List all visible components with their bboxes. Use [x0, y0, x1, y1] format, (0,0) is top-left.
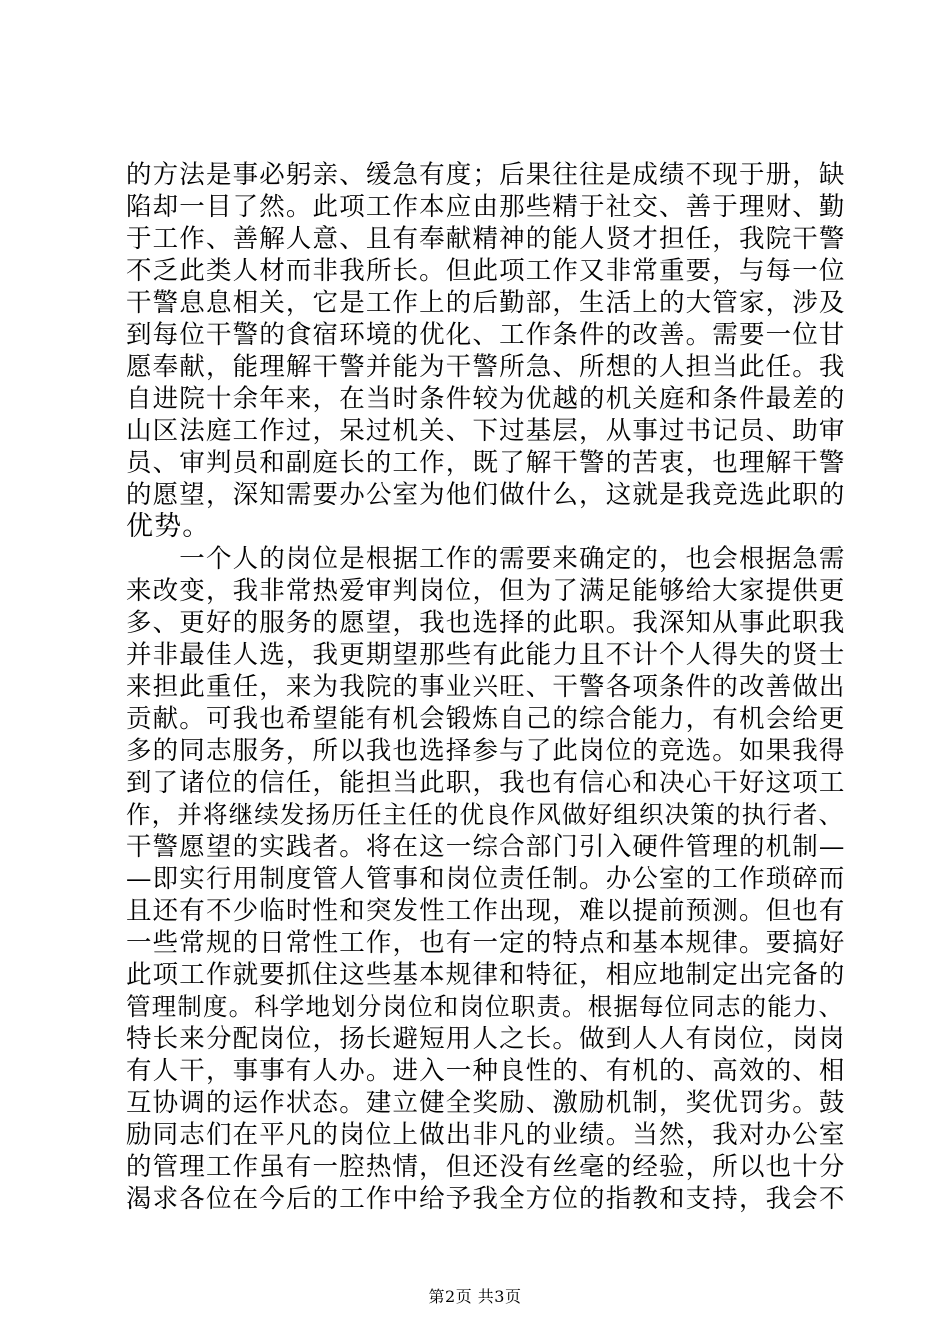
- text-line: 到了诸位的信任，能担当此职，我也有信心和决心干好这项工: [126, 768, 846, 798]
- text-line: 干警愿望的实践者。将在这一综合部门引入硬件管理的机制—: [126, 832, 846, 862]
- text-line: 干警息息相关，它是工作上的后勤部，生活上的大管家，涉及: [126, 288, 846, 318]
- text-line: 员、审判员和副庭长的工作，既了解干警的苦衷，也理解干警: [126, 448, 846, 478]
- text-line: 不乏此类人材而非我所长。但此项工作又非常重要，与每一位: [126, 256, 846, 286]
- page-number-footer: 第2页 共3页: [428, 1287, 522, 1306]
- text-line: 的方法是事必躬亲、缓急有度；后果往往是成绩不现于册，缺: [126, 160, 846, 190]
- text-line: 自进院十余年来，在当时条件较为优越的机关庭和条件最差的: [126, 384, 846, 414]
- text-line: 作，并将继续发扬历任主任的优良作风做好组织决策的执行者、: [126, 800, 845, 829]
- text-line: 愿奉献，能理解干警并能为干警所急、所想的人担当此任。我: [126, 352, 846, 382]
- text-line: 陷却一目了然。此项工作本应由那些精于社交、善于理财、勤: [126, 192, 846, 222]
- text-line: 渴求各位在今后的工作中给予我全方位的指教和支持，我会不: [126, 1184, 846, 1214]
- text-line: 并非最佳人选，我更期望那些有此能力且不计个人得失的贤士: [126, 640, 846, 670]
- text-line: 多、更好的服务的愿望，我也选择的此职。我深知从事此职我: [126, 608, 846, 638]
- text-line: 的管理工作虽有一腔热情，但还没有丝毫的经验，所以也十分: [126, 1152, 846, 1182]
- text-line: 此项工作就要抓住这些基本规律和特征，相应地制定出完备的: [126, 960, 846, 990]
- text-line: 互协调的运作状态。建立健全奖励、激励机制，奖优罚劣。鼓: [126, 1088, 846, 1118]
- text-line: 来改变，我非常热爱审判岗位，但为了满足能够给大家提供更: [126, 576, 846, 606]
- text-line: 来担此重任，来为我院的事业兴旺、干警各项条件的改善做出: [126, 672, 846, 702]
- text-line: 管理制度。科学地划分岗位和岗位职责。根据每位同志的能力、: [126, 992, 845, 1021]
- text-line: 优势。: [126, 511, 211, 542]
- text-line: 多的同志服务，所以我也选择参与了此岗位的竞选。如果我得: [126, 736, 846, 766]
- text-line: 于工作、善解人意、且有奉献精神的能人贤才担任，我院干警: [126, 224, 846, 254]
- text-line: 贡献。可我也希望能有机会锻炼自己的综合能力，有机会给更: [126, 704, 846, 734]
- text-line: 一些常规的日常性工作，也有一定的特点和基本规律。要搞好: [126, 928, 846, 958]
- text-line: —即实行用制度管人管事和岗位责任制。办公室的工作琐碎而: [126, 864, 846, 894]
- text-line: 一个人的岗位是根据工作的需要来确定的，也会根据急需: [126, 544, 846, 574]
- text-line: 有人干，事事有人办。进入一种良性的、有机的、高效的、相: [126, 1056, 846, 1086]
- text-line: 特长来分配岗位，扬长避短用人之长。做到人人有岗位，岗岗: [126, 1024, 846, 1054]
- text-line: 到每位干警的食宿环境的优化、工作条件的改善。需要一位甘: [126, 320, 846, 350]
- document-body: [126, 159, 856, 1215]
- text-line: 山区法庭工作过，呆过机关、下过基层，从事过书记员、助审: [126, 416, 846, 446]
- text-line: 的愿望，深知需要办公室为他们做什么，这就是我竞选此职的: [126, 480, 846, 510]
- text-line: 且还有不少临时性和突发性工作出现，难以提前预测。但也有: [126, 896, 846, 926]
- text-line: 励同志们在平凡的岗位上做出非凡的业绩。当然，我对办公室: [126, 1120, 846, 1150]
